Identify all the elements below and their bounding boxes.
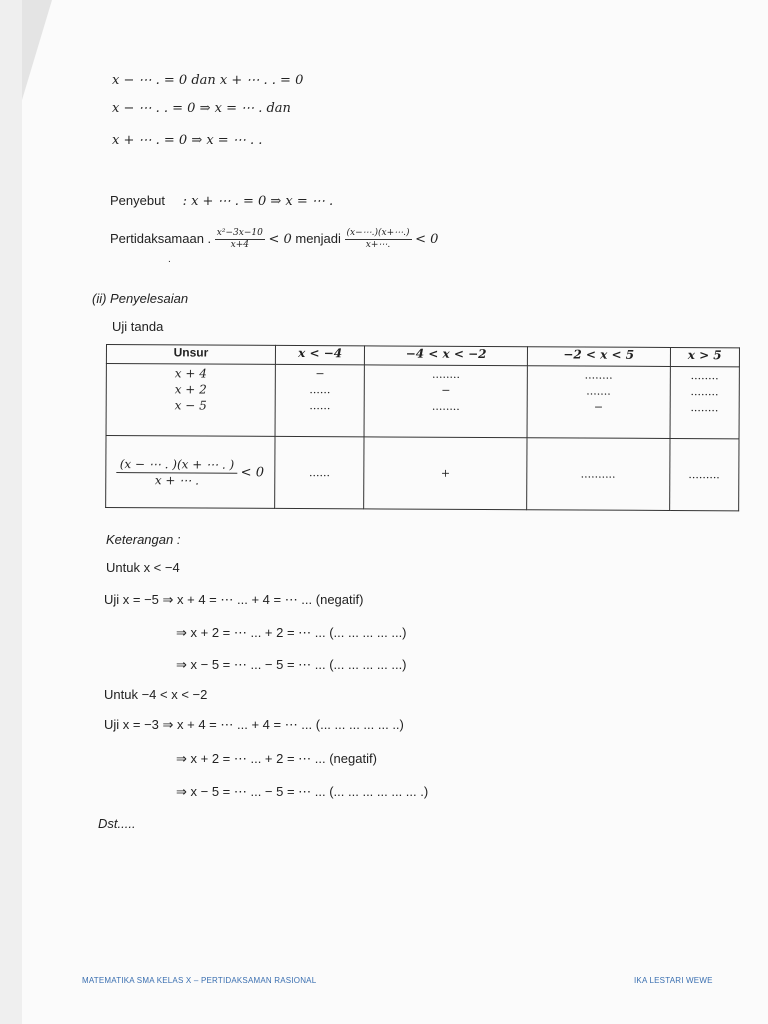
original-fraction	[215, 228, 265, 251]
case-1-line-3: ⇒ x − 5 = ⋯ ... − 5 = ⋯ ... (... ... ... ... ...)	[176, 657, 407, 672]
case-2-line-1: Uji x = −3 ⇒ x + 4 = ⋯ ... + 4 = ⋯ ... (... ... ... ... ... ..)	[104, 717, 404, 732]
sign-cell: ........	[584, 368, 613, 382]
result-interval-2: +	[364, 437, 527, 510]
section-title: (ii) Penyelesaian	[92, 291, 189, 306]
header-interval-1: x < −4	[275, 345, 364, 364]
penyebut-expression: : x + ⋯ . = 0 ⇒ x = ⋯ .	[182, 194, 334, 209]
table-row-result	[106, 436, 739, 511]
case-2-title: Untuk −4 < x < −2	[104, 687, 208, 702]
setup-line-2: x − ⋯ . . = 0 ⇒ x = ⋯ . dan	[112, 101, 291, 116]
signs-interval-3	[527, 366, 670, 439]
document-page	[22, 0, 768, 1024]
factored-fraction-denominator: x+⋯.	[365, 240, 391, 250]
header-interval-2: −4 < x < −2	[365, 346, 528, 366]
result-fraction-numerator: (x − ⋯ . )(x + ⋯ . )	[117, 457, 238, 474]
header-unsur: Unsur	[106, 345, 275, 365]
header-interval-3: −2 < x < 5	[527, 347, 670, 367]
setup-line-3: x + ⋯ . = 0 ⇒ x = ⋯ . .	[112, 133, 263, 148]
case-1-line-2: ⇒ x + 2 = ⋯ ... + 2 = ⋯ ... (... ... ... ... ...)	[176, 625, 407, 640]
sign-cell: −	[441, 383, 451, 397]
table-row-factors	[106, 364, 739, 439]
result-fraction-denominator: x + ⋯ .	[154, 472, 199, 487]
sign-cell: .......	[586, 384, 611, 398]
footer-right: IKA LESTARI WEWE	[634, 976, 713, 985]
section-heading	[92, 291, 188, 306]
dst-text: Dst.....	[98, 816, 136, 831]
pertidaksamaan-line	[110, 228, 438, 251]
setup-line-1: x − ⋯ . = 0 dan x + ⋯ . . = 0	[112, 73, 304, 88]
keterangan-title: Keterangan :	[106, 532, 181, 547]
result-interval-3: ..........	[527, 438, 670, 511]
header-interval-4: x > 5	[670, 347, 740, 366]
penyebut-label: Penyebut	[110, 193, 165, 208]
sign-cell: ........	[690, 369, 719, 383]
less-than-zero-a: < 0	[268, 231, 292, 247]
factored-fraction-numerator: (x−⋯.)(x+⋯.)	[346, 228, 410, 238]
result-interval-4: .........	[669, 438, 739, 510]
uji-tanda-label: Uji tanda	[112, 319, 164, 334]
footer-left: MATEMATIKA SMA KELAS X – PERTIDAKSAMAN RASIONAL	[82, 976, 317, 985]
result-expression-cell	[106, 436, 275, 509]
signs-interval-1	[275, 364, 365, 436]
original-fraction-denominator: x+4	[230, 240, 249, 250]
sign-test-table	[105, 344, 740, 511]
result-fraction	[117, 457, 238, 489]
factored-fraction	[345, 228, 412, 251]
result-interval-1: ......	[275, 436, 365, 508]
less-than-zero-b: < 0	[415, 231, 439, 247]
signs-interval-2	[364, 365, 527, 438]
factor-x-plus-4: x + 4	[174, 366, 207, 381]
sign-cell: ........	[690, 401, 719, 415]
case-1-title: Untuk x < −4	[106, 560, 180, 575]
sign-cell: −	[593, 400, 604, 414]
sign-cell: ........	[431, 367, 461, 381]
sign-cell: ........	[431, 399, 460, 413]
case-2-line-3: ⇒ x − 5 = ⋯ ... − 5 = ⋯ ... (... ... ... ... ... ... .)	[176, 784, 429, 799]
pertidaksamaan-label: Pertidaksamaan .	[110, 230, 212, 246]
factor-list	[106, 364, 275, 437]
sign-cell: ........	[690, 385, 719, 399]
penyebut-line	[110, 193, 333, 209]
scan-edge-shadow	[22, 0, 52, 100]
case-1-line-1: Uji x = −5 ⇒ x + 4 = ⋯ ... + 4 = ⋯ ... (negatif)	[104, 592, 364, 607]
factor-x-minus-5: x − 5	[174, 398, 207, 413]
case-2-line-2: ⇒ x + 2 = ⋯ ... + 2 = ⋯ ... (negatif)	[176, 751, 377, 766]
sign-cell: −	[315, 367, 325, 381]
menjadi-word: menjadi	[295, 230, 341, 246]
sign-cell: ......	[309, 383, 331, 397]
stray-dot: .	[168, 254, 171, 265]
result-less-than-zero: < 0	[240, 464, 265, 480]
factor-x-plus-2: x + 2	[174, 382, 207, 397]
signs-interval-4	[670, 366, 740, 438]
sign-cell: ......	[309, 399, 331, 413]
original-fraction-numerator: x²−3x−10	[216, 228, 263, 238]
